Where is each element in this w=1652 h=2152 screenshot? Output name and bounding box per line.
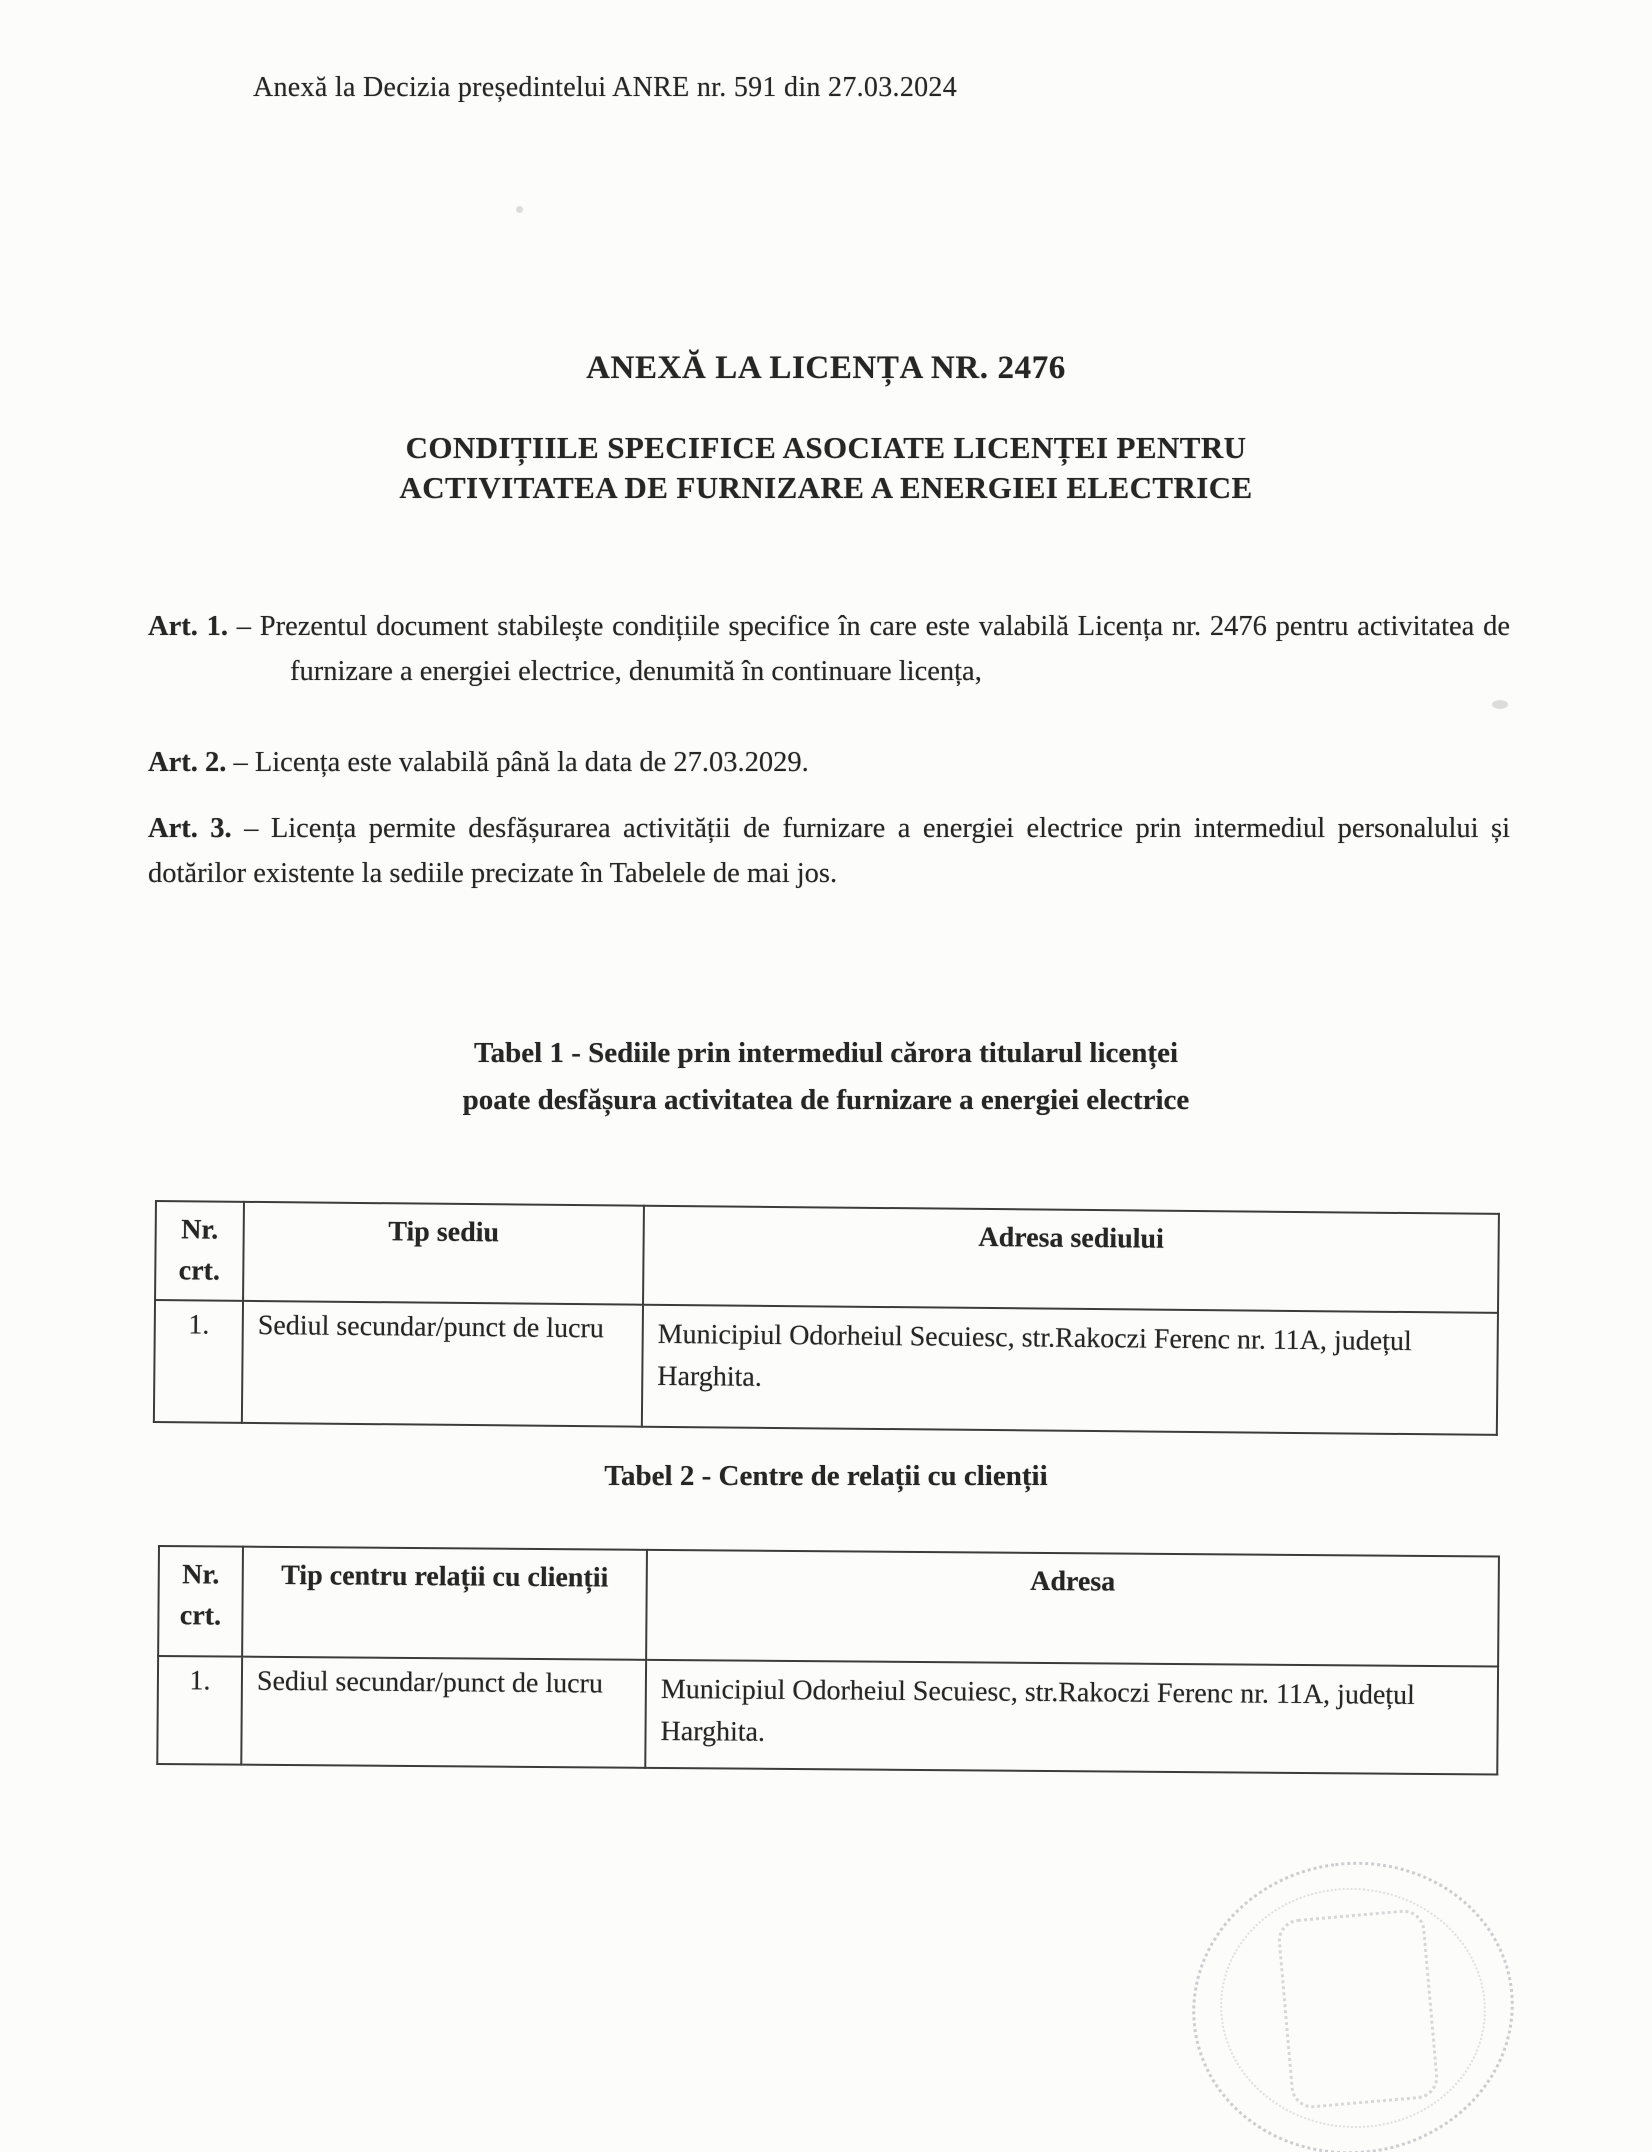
page-subtitle-line2: ACTIVITATEA DE FURNIZARE A ENERGIEI ELECTRICE xyxy=(399,469,1253,505)
scan-speck xyxy=(1492,700,1508,709)
article-2-label: Art. 2. xyxy=(148,747,227,778)
table-1-sedii xyxy=(153,1200,1500,1436)
table-2-centre-relatii xyxy=(156,1545,1500,1776)
table-2-header-nr: Nr. crt. xyxy=(158,1546,243,1657)
page-subtitle-line1: CONDIȚIILE SPECIFICE ASOCIATE LICENȚEI PENTRU xyxy=(405,430,1247,465)
article-1 xyxy=(148,604,1510,694)
table-row xyxy=(154,1300,1498,1435)
table-1-row1-nr: 1. xyxy=(154,1300,243,1423)
table-row xyxy=(157,1656,1498,1775)
article-1-label: Art. 1. xyxy=(148,611,228,642)
table-1-row1-adresa: Municipiul Odorheiul Secuiesc, str.Rakoczi Ferenc nr. 11A, județul Harghita. xyxy=(642,1305,1498,1435)
round-ink-stamp xyxy=(1192,1862,1522,2152)
page-subtitle xyxy=(0,428,1652,507)
document-header-annotation: Anexă la Decizia președintelui ANRE nr. 591 din 27.03.2024 xyxy=(252,72,958,103)
article-1-body: – Prezentul document stabilește condițiile specifice în care este valabilă Licența nr. 2476 pentru activitatea de furnizare a energiei electrice, denumită în continuare licența, xyxy=(236,611,1510,688)
table-1-caption xyxy=(0,1030,1652,1124)
stamp-center-emblem-icon xyxy=(1276,1908,1440,2110)
table-2-row1-tip: Sediul secundar/punct de lucru xyxy=(241,1657,646,1768)
page-title: ANEXĂ LA LICENȚA NR. 2476 xyxy=(586,350,1066,386)
article-3-body: – Licența permite desfășurarea activității de furnizare a energiei electrice prin intermediul personalului și dotărilor existente la sediile precizate în Tabelele de mai jos. xyxy=(148,813,1510,890)
article-2-body: – Licența este valabilă până la data de 27.03.2029. xyxy=(233,747,809,778)
table-2-header-adresa: Adresa xyxy=(646,1550,1499,1667)
table-1-caption-line2: poate desfășura activitatea de furnizare a energiei electrice xyxy=(462,1083,1190,1116)
table-2-row1-adresa: Municipiul Odorheiul Secuiesc, str.Rakoczi Ferenc nr. 11A, județul Harghita. xyxy=(645,1660,1498,1775)
table-2-header-tip: Tip centru relații cu clienții xyxy=(242,1547,647,1660)
table-1-row1-tip: Sediul secundar/punct de lucru xyxy=(242,1301,643,1427)
article-3-label: Art. 3. xyxy=(148,813,232,844)
table-2-header-row xyxy=(158,1546,1499,1667)
table-1-header-row xyxy=(155,1201,1499,1313)
article-2 xyxy=(148,740,1510,785)
table-1-caption-line1: Tabel 1 - Sediile prin intermediul cărora titularul licenței xyxy=(473,1037,1178,1069)
table-2-row1-nr: 1. xyxy=(157,1656,242,1765)
table-1-header-nr: Nr. crt. xyxy=(155,1201,244,1301)
table-1-header-adresa: Adresa sediului xyxy=(643,1206,1499,1313)
table-2-caption: Tabel 2 - Centre de relații cu clienții xyxy=(604,1460,1048,1492)
article-3 xyxy=(148,806,1510,896)
table-1-header-tip: Tip sediu xyxy=(243,1202,644,1305)
scan-speck xyxy=(516,206,523,213)
